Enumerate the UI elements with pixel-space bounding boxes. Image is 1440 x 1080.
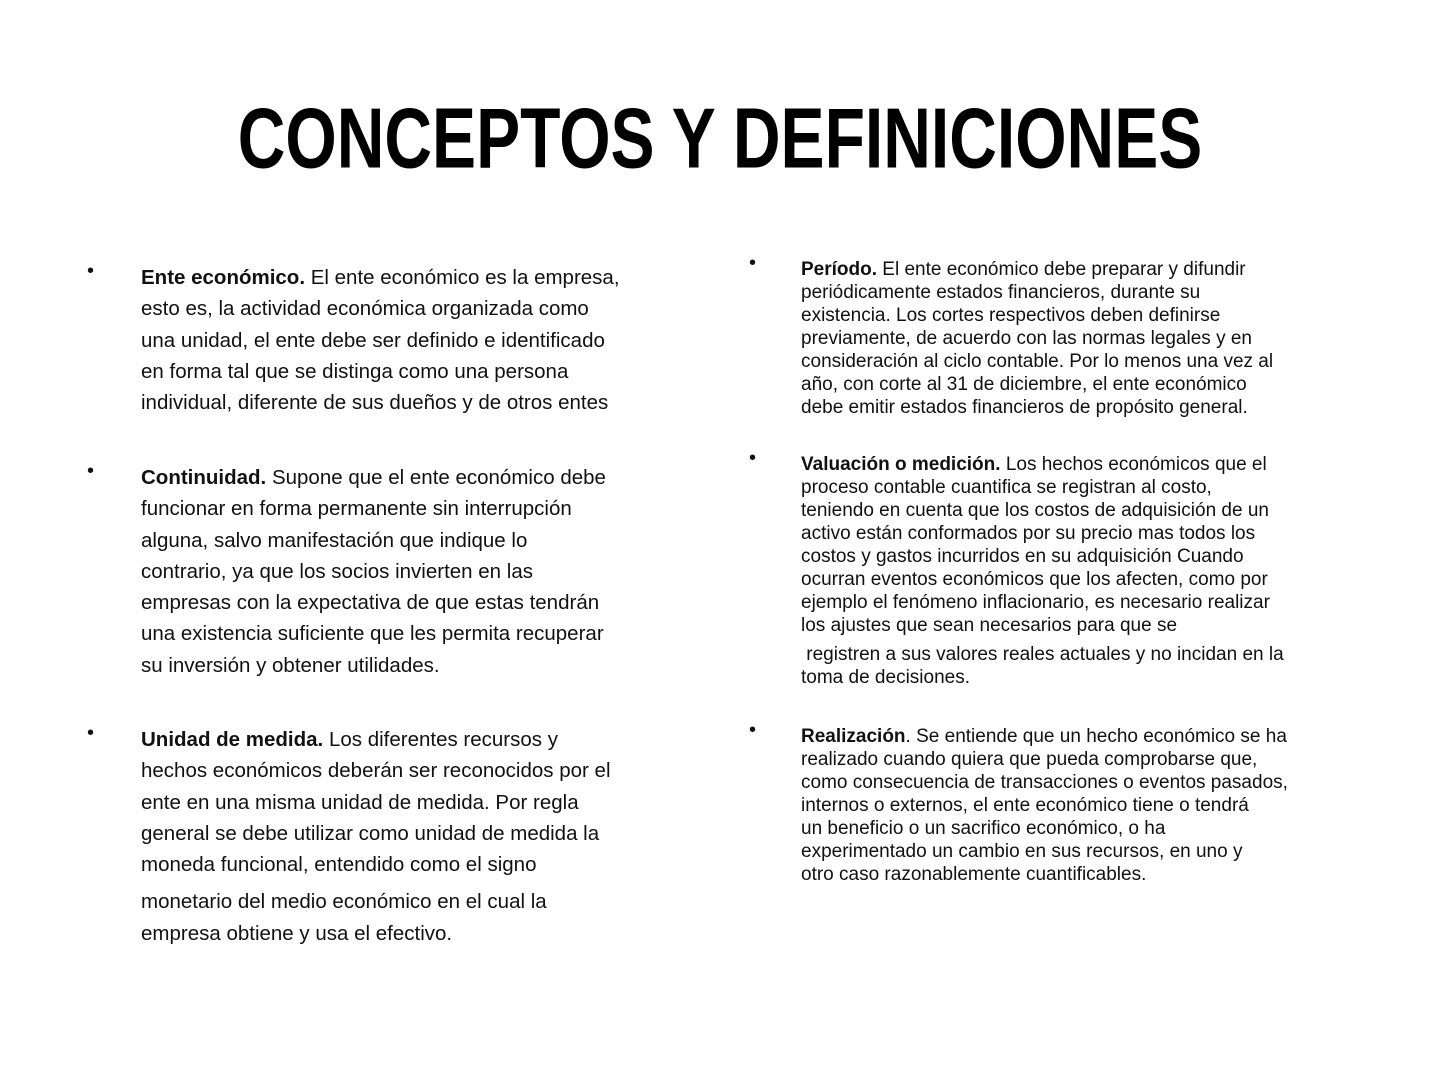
line-text: costos y gastos incurridos en su adquisición Cuando (801, 546, 1244, 567)
line-text: ocurran eventos económicos que los afecten, como por (801, 569, 1268, 590)
text-line (801, 499, 1284, 522)
text-line (801, 666, 1284, 689)
text-line (801, 304, 1273, 327)
concept-ente-economico (87, 260, 620, 418)
text-line (801, 643, 1284, 666)
text-line (801, 522, 1284, 545)
text-line (801, 373, 1273, 396)
text-line (801, 476, 1284, 499)
line-text: en forma tal que se distinga como una persona (141, 359, 569, 383)
bullet-icon: • (749, 252, 757, 274)
line-text: empresas con la expectativa de que estas tendrán (141, 591, 600, 615)
bullet-icon: • (87, 722, 95, 744)
text-line (141, 918, 611, 949)
text-line (141, 587, 606, 618)
line-text: esto es, la actividad económica organizada como (141, 297, 589, 321)
line-text: experimentado un cambio en sus recursos, en uno y (801, 841, 1243, 862)
concept-realizacion (749, 719, 1288, 886)
line-text: general se debe utilizar como unidad de medida la (141, 821, 600, 845)
text-line (141, 262, 620, 293)
text-line (141, 618, 606, 649)
text-line (801, 396, 1273, 419)
text-line (141, 325, 620, 356)
concept-text (801, 453, 1284, 689)
bullet-icon: • (87, 460, 95, 482)
concept-text (141, 262, 620, 418)
line-text: individual, diferente de sus dueños y de otros entes (141, 391, 609, 415)
line-text: otro caso razonablemente cuantificables. (801, 864, 1147, 885)
bullet-icon: • (87, 260, 95, 282)
line-text: como consecuencia de transacciones o eventos pasados, (801, 772, 1288, 793)
concept-text (141, 724, 611, 949)
line-text: hechos económicos deberán ser reconocidos por el (141, 759, 611, 783)
line-text: proceso contable cuantifica se registran al costo, (801, 477, 1212, 498)
line-text: toma de decisiones. (801, 667, 970, 688)
text-line (141, 462, 606, 493)
text-line (141, 818, 611, 849)
text-line (141, 525, 606, 556)
text-line (801, 327, 1273, 350)
concept-continuidad (87, 460, 606, 681)
line-text: funcionar en forma permanente sin interrupción (141, 497, 572, 521)
text-line (141, 886, 611, 917)
text-line (801, 840, 1288, 863)
line-text: monetario del medio económico en el cual la (141, 890, 547, 914)
concept-term: Período. (801, 259, 878, 280)
concept-unidad-de-medida (87, 722, 611, 949)
concept-term: Valuación o medición. (801, 454, 1001, 475)
concept-valuacion (749, 447, 1284, 689)
line-text: una unidad, el ente debe ser definido e identificado (141, 328, 605, 352)
slide-title: CONCEPTOS Y DEFINICIONES (237, 89, 1203, 186)
line-text: Los hechos económicos que el (1000, 454, 1267, 475)
concept-term: Realización (801, 726, 906, 747)
line-text: Los diferentes recursos y (323, 728, 558, 751)
text-line (801, 258, 1273, 281)
text-line (141, 849, 611, 880)
text-line (801, 771, 1288, 794)
line-text: existencia. Los cortes respectivos deben definirse (801, 305, 1221, 326)
text-line (801, 591, 1284, 614)
text-line (801, 568, 1284, 591)
line-text: teniendo en cuenta que los costos de adquisición de un (801, 500, 1269, 521)
text-line (141, 556, 606, 587)
line-text: los ajustes que sean necesarios para que se (801, 615, 1178, 636)
concept-text (801, 725, 1288, 886)
line-text: registren a sus valores reales actuales y no incidan en la (801, 644, 1284, 665)
line-text: debe emitir estados financieros de propósito general. (801, 397, 1248, 418)
line-text: internos o externos, el ente económico tiene o tendrá (801, 795, 1249, 816)
bullet-icon: • (749, 447, 757, 469)
text-line (801, 453, 1284, 476)
line-text: consideración al ciclo contable. Por lo menos una vez al (801, 351, 1274, 372)
line-text: . Se entiende que un hecho económico se ha (905, 726, 1287, 747)
concept-term: Ente económico. (141, 266, 306, 289)
text-line (801, 350, 1273, 373)
line-text: previamente, de acuerdo con las normas legales y en (801, 328, 1252, 349)
text-line (801, 545, 1284, 568)
concept-periodo (749, 252, 1274, 419)
line-text: moneda funcional, entendido como el signo (141, 853, 537, 877)
line-text: El ente económico debe preparar y difundir (877, 259, 1246, 280)
line-text: un beneficio o un sacrifico económico, o ha (801, 818, 1166, 839)
text-line (141, 493, 606, 524)
line-text: contrario, ya que los socios invierten en las (141, 559, 533, 583)
text-line (801, 725, 1288, 748)
text-line (141, 755, 611, 786)
text-line (141, 293, 620, 324)
line-text: El ente económico es la empresa, (305, 266, 620, 289)
line-text: Supone que el ente económico debe (266, 466, 606, 489)
line-text: activo están conformados por su precio mas todos los (801, 523, 1256, 544)
text-line (141, 650, 606, 681)
text-line (141, 387, 620, 418)
text-line (141, 724, 611, 755)
bullet-icon: • (749, 719, 757, 741)
text-line (801, 614, 1284, 637)
text-line (801, 748, 1288, 771)
line-text: ejemplo el fenómeno inflacionario, es necesario realizar (801, 592, 1270, 613)
concept-term: Unidad de medida. (141, 728, 324, 751)
text-line (141, 356, 620, 387)
line-text: alguna, salvo manifestación que indique lo (141, 528, 528, 552)
line-text: una existencia suficiente que les permita recuperar (141, 622, 604, 646)
text-line (801, 817, 1288, 840)
line-text: empresa obtiene y usa el efectivo. (141, 921, 453, 945)
line-text: ente en una misma unidad de medida. Por regla (141, 790, 579, 814)
line-text: periódicamente estados financieros, durante su (801, 282, 1201, 303)
text-line (141, 787, 611, 818)
text-line (801, 863, 1288, 886)
text-line (801, 794, 1288, 817)
text-line (801, 281, 1273, 304)
line-text: año, con corte al 31 de diciembre, el ente económico (801, 374, 1247, 395)
line-text: su inversión y obtener utilidades. (141, 653, 440, 677)
concept-text (801, 258, 1273, 419)
concept-term: Continuidad. (141, 466, 267, 489)
line-text: realizado cuando quiera que pueda comprobarse que, (801, 749, 1258, 770)
concept-text (141, 462, 606, 681)
